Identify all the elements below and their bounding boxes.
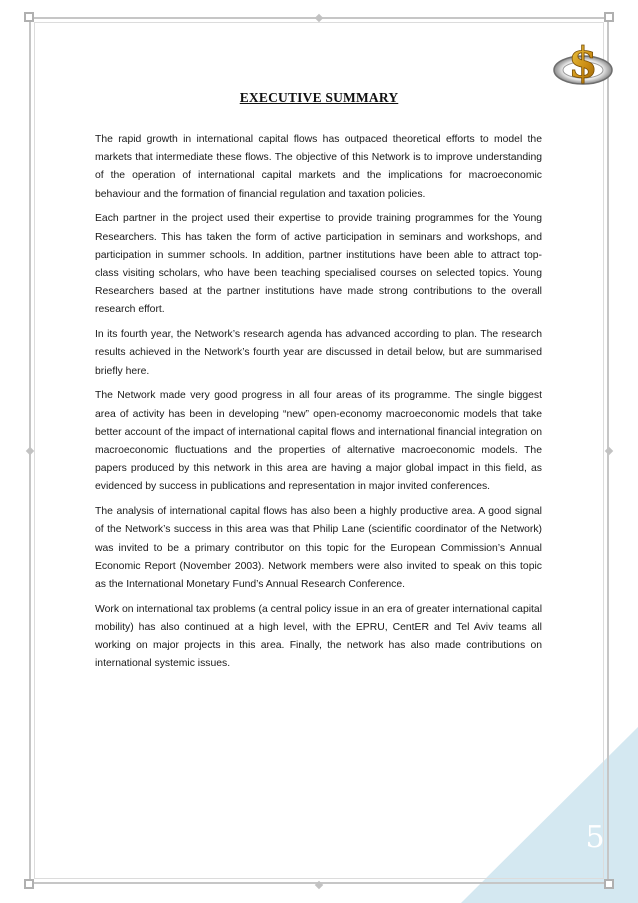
page-number: 5	[585, 820, 605, 855]
paragraph-4: The Network made very good progress in all four areas of its programme. The single biggest area of activity has been in developing “new” open-economy macroeconomic models that take better account of the impact of international capital flows and international financial integration on macroeconomic fluctuations and the properties of alternative macroeconomic models. The papers produced by this network in this area are having a major global impact in this field, as evidenced by success in publications and representation in major invited conferences.	[95, 390, 542, 493]
frame-corner-top-right	[604, 12, 614, 22]
paragraph-5: The analysis of international capital flows has also been a highly productive area. A good signal of the Network’s success in this area was that Philip Lane (scientific coordinator of the Network) was invited to be a primary contributor on this topic for the European Commission’s Annual Economic Report (November 2003). Network members were also invited to speak on this topic as the International Monetary Fund’s Annual Research Conference.	[95, 506, 542, 591]
section-title: EXECUTIVE SUMMARY	[239, 90, 399, 105]
paragraph-2: Each partner in the project used their expertise to provide training programmes for the Young Researchers. This has taken the form of active participation in seminars and workshops, and participation in summer schools. In addition, partner institutions have been able to attract top-class visiting scholars, who have been teaching specialised courses on selected topics. Young Researchers based at the partner institutions have made strong contributions to the overall research effort.	[95, 213, 542, 316]
dollar-logo-icon	[552, 37, 614, 89]
frame-corner-top-left	[24, 12, 34, 22]
paragraph-6: Work on international tax problems (a central policy issue in an era of greater international capital mobility) has also continued at a high level, with the EPRU, CentER and Tel Aviv teams all working on major projects in this area. Finally, the network has also made contributions on international systemic issues.	[95, 603, 542, 670]
paragraph-3: In its fourth year, the Network’s research agenda has advanced according to plan. The research results achieved in the Network’s fourth year are discussed in detail below, but are summarised briefly here.	[95, 329, 542, 377]
body-text	[95, 131, 542, 680]
frame-corner-bottom-right	[604, 879, 614, 889]
paragraph-1: The rapid growth in international capital flows has outpaced theoretical efforts to model the markets that intermediate these flows. The objective of this Network is to improve understanding of the operation of international capital markets and the implications for macroeconomic behaviour and the formation of financial regulation and taxation policies.	[95, 134, 542, 200]
frame-corner-bottom-left	[24, 879, 34, 889]
svg-text:$: $	[568, 38, 598, 87]
